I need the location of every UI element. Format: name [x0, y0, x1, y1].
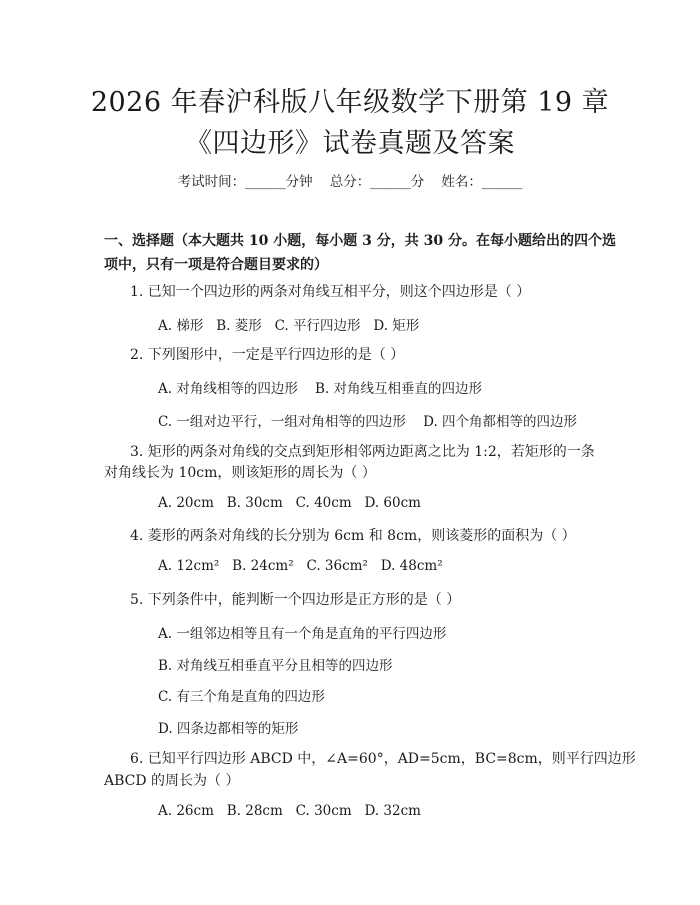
- question-2-options-row1: A. 对角线相等的四边形 B. 对角线互相垂直的四边形: [158, 381, 482, 397]
- question-6-stem-line1: 6. 已知平行四边形 ABCD 中，∠A=60°，AD=5cm，BC=8cm，则平行四边形: [130, 751, 636, 767]
- question-3-stem-line1: 3. 矩形的两条对角线的交点到矩形相邻两边距离之比为 1:2，若矩形的一条: [130, 444, 595, 460]
- question-2-stem: 2. 下列图形中，一定是平行四边形的是（ ）: [130, 347, 405, 363]
- question-6-options: A. 26cm B. 28cm C. 30cm D. 32cm: [158, 803, 421, 819]
- question-4-stem: 4. 菱形的两条对角线的长分别为 6cm 和 8cm，则该菱形的面积为（ ）: [130, 528, 576, 544]
- question-5-stem: 5. 下列条件中，能判断一个四边形是正方形的是（ ）: [130, 592, 461, 608]
- exam-title-line2: 《四边形》试卷真题及答案: [185, 128, 515, 159]
- question-5-option-b: B. 对角线互相垂直平分且相等的四边形: [158, 658, 393, 674]
- exam-meta-line: 考试时间：______分钟 总分：______分 姓名：______: [177, 174, 523, 190]
- question-5-option-a: A. 一组邻边相等且有一个角是直角的平行四边形: [158, 626, 447, 642]
- question-3-stem-line2: 对角线长为 10cm，则该矩形的周长为（ ）: [104, 465, 376, 481]
- question-3-options: A. 20cm B. 30cm C. 40cm D. 60cm: [158, 495, 421, 511]
- section-heading-line1: 一、选择题（本大题共 10 小题，每小题 3 分，共 30 分。在每小题给出的四个选: [104, 233, 616, 249]
- question-5-option-c: C. 有三个角是直角的四边形: [158, 689, 325, 705]
- question-6-stem-line2: ABCD 的周长为（ ）: [104, 773, 240, 789]
- question-1-options: A. 梯形 B. 菱形 C. 平行四边形 D. 矩形: [158, 318, 420, 334]
- question-4-options: A. 12cm² B. 24cm² C. 36cm² D. 48cm²: [158, 558, 443, 574]
- exam-title-line1: 2026 年春沪科版八年级数学下册第 19 章: [90, 87, 610, 118]
- question-2-options-row2: C. 一组对边平行，一组对角相等的四边形 D. 四个角都相等的四边形: [158, 414, 578, 430]
- question-1-stem: 1. 已知一个四边形的两条对角线互相平分，则这个四边形是（ ）: [130, 284, 531, 300]
- question-5-option-d: D. 四条边都相等的矩形: [158, 721, 299, 737]
- section-heading-line2: 项中，只有一项是符合题目要求的）: [104, 257, 328, 273]
